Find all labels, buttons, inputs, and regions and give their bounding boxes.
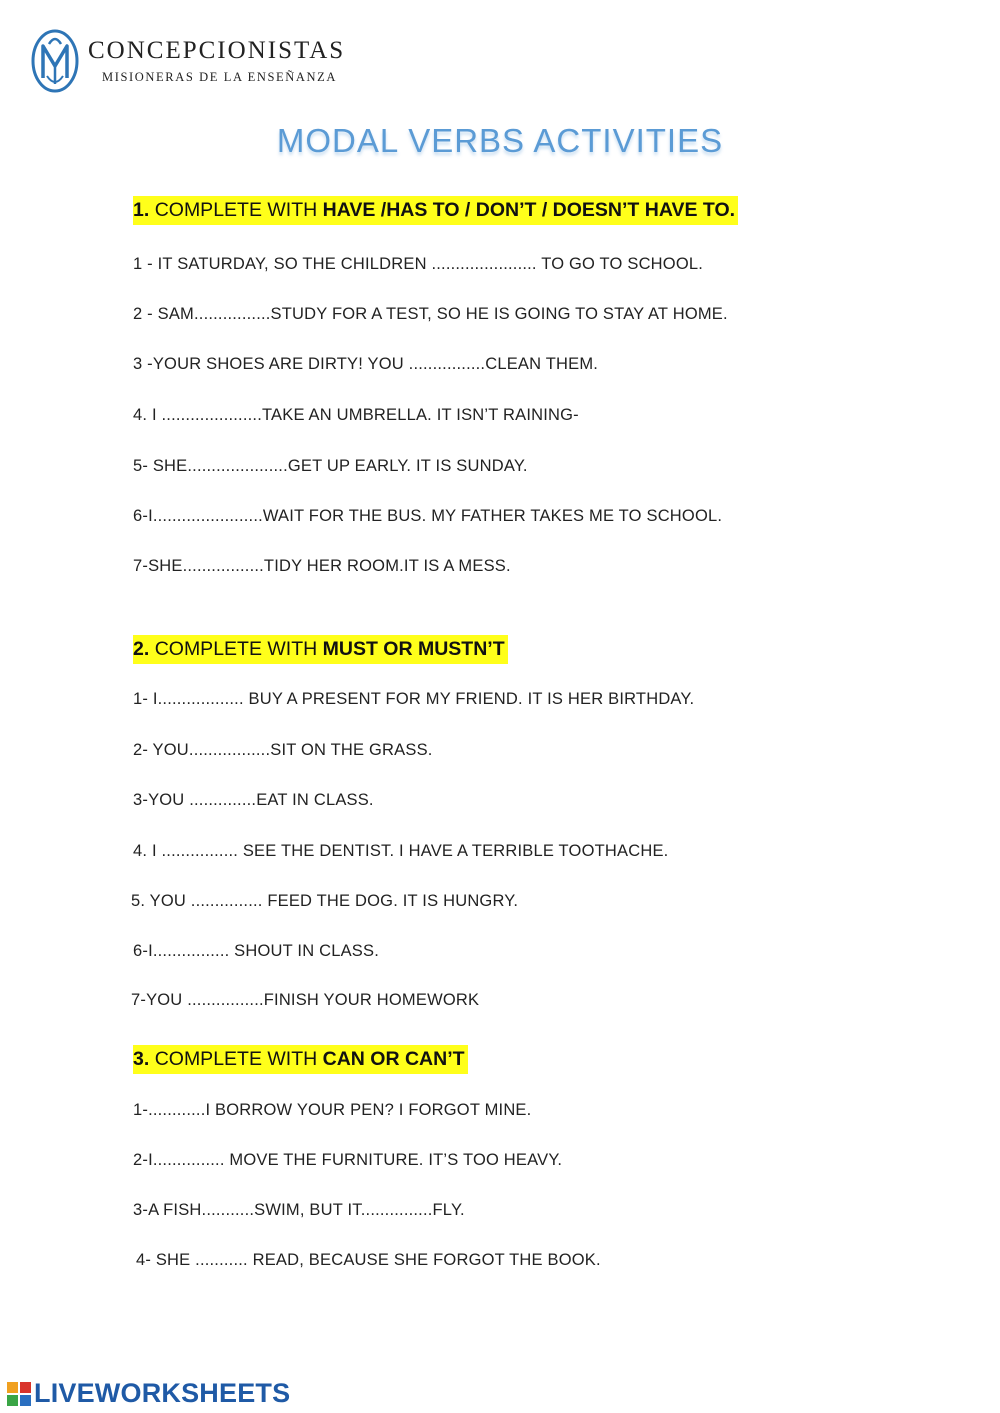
- exercise-item: 1-............I BORROW YOUR PEN? I FORGOT MINE.: [133, 1101, 532, 1119]
- section-number: 2.: [133, 638, 150, 660]
- exercise-item: 3 -YOUR SHOES ARE DIRTY! YOU ................CLEAN THEM.: [133, 355, 599, 373]
- exercise-item: 3-A FISH...........SWIM, BUT IT...............FLY.: [133, 1201, 465, 1219]
- page-title: MODAL VERBS ACTIVITIES: [276, 122, 724, 159]
- exercise-item: 1 - IT SATURDAY, SO THE CHILDREN ...................... TO GO TO SCHOOL.: [133, 255, 704, 273]
- section-keywords: HAVE /HAS TO / DON’T / DOESN’T HAVE TO.: [322, 199, 736, 221]
- exercise-item: 4. I .....................TAKE AN UMBRELLA. IT ISN’T RAINING-: [133, 406, 579, 424]
- concepcionistas-logo-icon: [30, 26, 80, 96]
- exercise-item: 7-YOU ................FINISH YOUR HOMEWORK: [131, 991, 480, 1009]
- exercise-item: 2-I............... MOVE THE FURNITURE. IT’S TOO HEAVY.: [133, 1151, 563, 1169]
- exercise-item: 5- SHE.....................GET UP EARLY. IT IS SUNDAY.: [133, 457, 528, 475]
- exercise-item: 4- SHE ........... READ, BECAUSE SHE FORGOT THE BOOK.: [136, 1251, 601, 1269]
- section-3-heading: [133, 1045, 468, 1074]
- org-subtitle: MISIONERAS DE LA ENSEÑANZA: [102, 69, 338, 84]
- section-number: 1.: [133, 199, 150, 221]
- section-2-heading: [133, 635, 508, 664]
- liveworksheets-logo-icon: [6, 1381, 32, 1407]
- exercise-item: 2 - SAM................STUDY FOR A TEST, SO HE IS GOING TO STAY AT HOME.: [133, 305, 728, 323]
- liveworksheets-brand[interactable]: LIVEWORKSHEETS: [34, 1378, 291, 1408]
- section-keywords: CAN OR CAN’T: [322, 1048, 465, 1070]
- org-name: CONCEPCIONISTAS: [88, 36, 346, 64]
- section-prefix: COMPLETE WITH: [154, 199, 318, 221]
- exercise-item: 5. YOU ............... FEED THE DOG. IT IS HUNGRY.: [131, 892, 519, 910]
- exercise-item: 7-SHE.................TIDY HER ROOM.IT IS A MESS.: [133, 557, 511, 575]
- exercise-item: 2- YOU.................SIT ON THE GRASS.: [133, 741, 433, 759]
- section-1-heading: [133, 196, 738, 225]
- exercise-item: 1- I.................. BUY A PRESENT FOR MY FRIEND. IT IS HER BIRTHDAY.: [133, 690, 695, 708]
- school-header: [30, 26, 345, 96]
- exercise-item: 6-I.......................WAIT FOR THE BUS. MY FATHER TAKES ME TO SCHOOL.: [133, 507, 723, 525]
- exercise-item: 3-YOU ..............EAT IN CLASS.: [133, 791, 374, 809]
- section-number: 3.: [133, 1048, 150, 1070]
- liveworksheets-footer: [6, 1380, 290, 1407]
- section-keywords: MUST OR MUSTN’T: [322, 638, 505, 660]
- exercise-item: 4. I ................ SEE THE DENTIST. I HAVE A TERRIBLE TOOTHACHE.: [133, 842, 669, 860]
- section-prefix: COMPLETE WITH: [154, 1048, 318, 1070]
- exercise-item: 6-I................ SHOUT IN CLASS.: [133, 942, 380, 960]
- section-prefix: COMPLETE WITH: [154, 638, 318, 660]
